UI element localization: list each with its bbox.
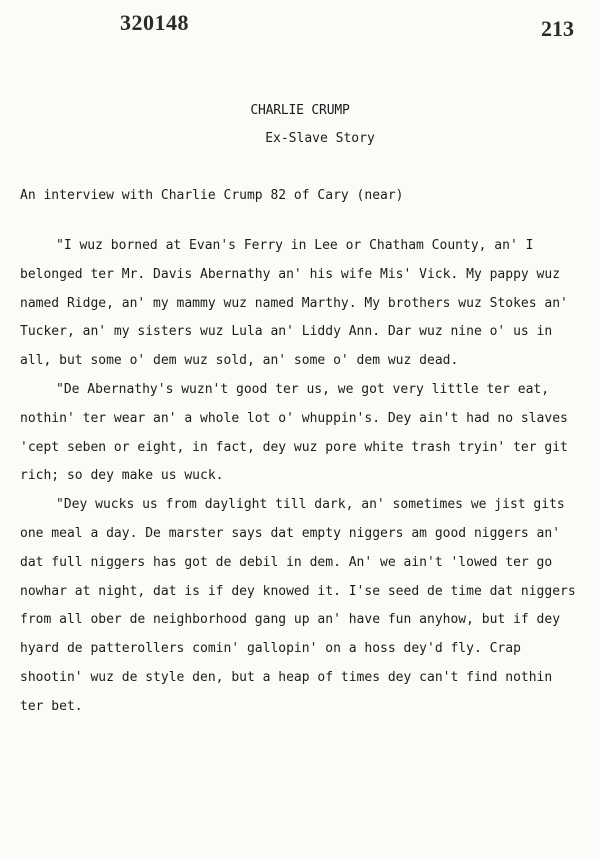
paragraph: "I wuz borned at Evan's Ferry in Lee or Chatham County, an' I belonged ter Mr. Davis Abernathy an' his wife Mis' Vick. My pappy wuz named Ridge, an' my mammy wuz named Marthy. My brothers wuz Stokes an' Tucker, an' my sisters wuz Lula an' Liddy Ann. Dar wuz nine o' us in all, but some o' dem wuz sold, an' some o' dem wuz dead. [20,238,568,369]
document-title: CHARLIE CRUMP [250,103,350,118]
document-subtitle: Ex-Slave Story [265,131,375,146]
paragraph: "Dey wucks us from daylight till dark, an' sometimes we jist gits one meal a day. De marster says dat empty niggers am good niggers an' dat full niggers has got de debil in dem. An' we ain't 'lowed ter go nowhar at night, dat is if dey knowed it. I'se seed de time dat niggers from all ober de neighborhood gang up an' have fun anyhow, but if dey hyard de patterollers comin' gallopin' on a hoss dey'd fly. Crap shootin' wuz de style den, but a heap of times dey can't find nothin ter bet. [20,497,576,714]
document-stamp: 320148 [120,10,189,35]
paragraph: "De Abernathy's wuzn't good ter us, we got very little ter eat, nothin' ter wear an' a whole lot o' whuppin's. Dey ain't had no slaves 'cept seben or eight, in fact, dey wuz pore white trash tryin' ter git rich; so dey make us wuck. [20,381,568,484]
page-number: 213 [541,16,574,41]
interview-body [20,232,580,722]
interview-intro: An interview with Charlie Crump 82 of Cary (near) [20,188,404,203]
